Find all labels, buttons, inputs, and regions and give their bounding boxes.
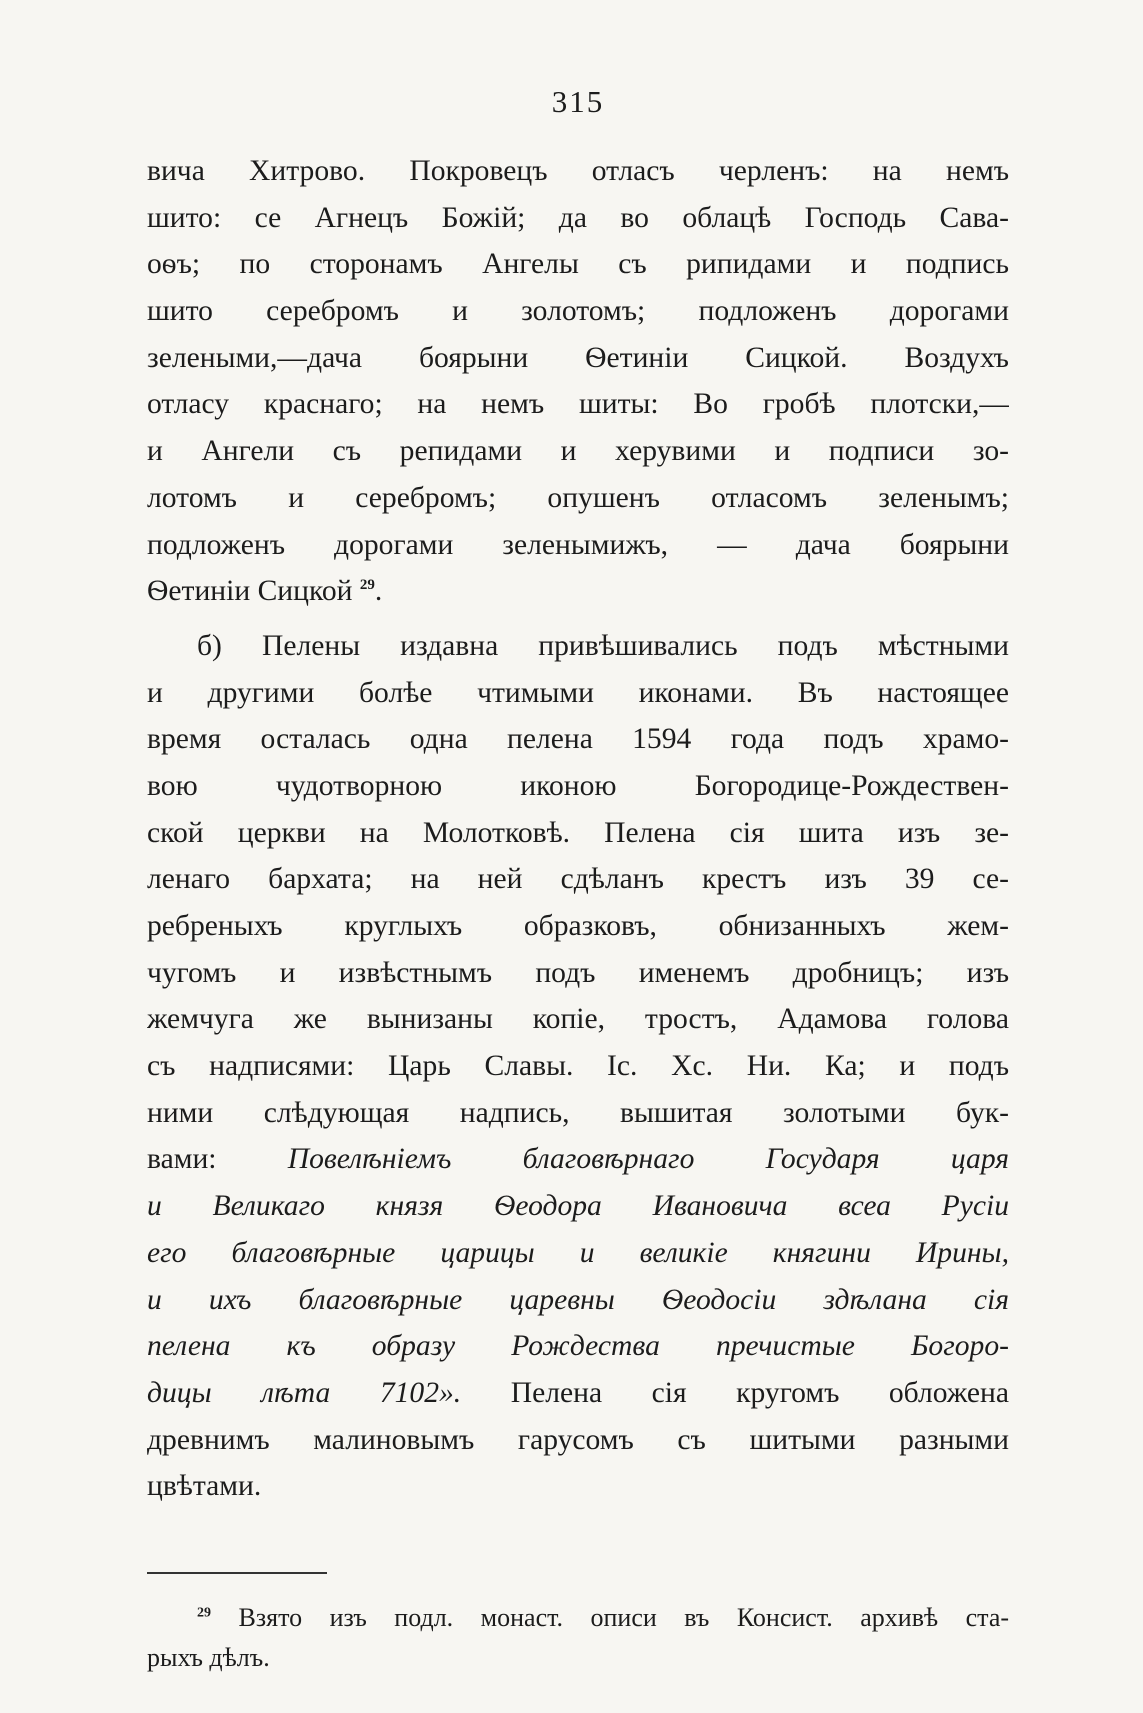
text-line: и Ангели съ репидами и херувими и подписи зо- xyxy=(147,435,1009,468)
text-line: Ѳетиніи Сицкой $^{29}$. xyxy=(147,575,383,608)
text-fragment: вами: xyxy=(147,1143,217,1176)
text-line: и другими болѣе чтимыми иконами. Въ настоящее xyxy=(147,676,1009,709)
text-line: отласу краснаго; на немъ шиты: Во гробѣ плотски,— xyxy=(147,388,1009,421)
text-line: ской церкви на Молотковѣ. Пелена сія шита изъ зе- xyxy=(147,816,1009,849)
text-line: ленаго бархата; на ней сдѣланъ крестъ изъ 39 се- xyxy=(147,863,1009,896)
text-line xyxy=(147,1183,1009,1230)
text-line: б) Пелены издавна привѣшивались подъ мѣстными xyxy=(197,629,1009,662)
text-line: время осталась одна пелена 1594 года подъ храмо- xyxy=(147,723,1009,756)
text-line xyxy=(147,1323,1009,1370)
footnote-line xyxy=(147,1598,1009,1638)
main-text xyxy=(147,148,1009,1510)
text-line: лотомъ и серебромъ; опушенъ отласомъ зеленымъ; xyxy=(147,481,1009,514)
text-line: древнимъ малиновымъ гарусомъ съ шитыми разными xyxy=(147,1423,1009,1456)
text-line xyxy=(147,1230,1009,1277)
text-line: оѳъ; по сторонамъ Ангелы съ рипидами и подпись xyxy=(147,248,1009,281)
footnote-line: рыхъ дѣлъ. xyxy=(147,1642,270,1672)
text-line: жемчуга же вынизаны копіе, тростъ, Адамова голова xyxy=(147,1003,1009,1036)
footnote-text: Взято изъ подл. монаст. описи въ Консист. архивѣ ста- xyxy=(238,1602,1009,1632)
footnote-divider xyxy=(147,1572,327,1574)
italic-text: дицы лѣта 7102». xyxy=(147,1376,462,1409)
paragraph-2 xyxy=(147,623,1009,1510)
text-line: ними слѣдующая надпись, вышитая золотыми бук- xyxy=(147,1096,1009,1129)
text-line: шито серебромъ и золотомъ; подложенъ дорогами xyxy=(147,295,1009,328)
footnote-mark: 29 xyxy=(197,1605,211,1621)
text-line: подложенъ дорогами зеленымижъ, — дача боярыни xyxy=(147,528,1009,561)
text-line: цвѣтами. xyxy=(147,1470,262,1503)
text-line: съ надписями: Царь Славы. Іс. Хс. Ни. Ка; и подъ xyxy=(147,1050,1009,1083)
italic-text: пелена къ образу Рождества пречистые Богоро- xyxy=(147,1330,1009,1363)
text-line: шито: се Агнецъ Божій; да во облацѣ Господь Сава- xyxy=(147,201,1009,234)
text-line: чугомъ и извѣстнымъ подъ именемъ дробницъ; изъ xyxy=(147,956,1009,989)
text-fragment: Ѳетиніи Сицкой xyxy=(147,575,353,608)
footnote xyxy=(147,1598,1009,1678)
text-line: зелеными,—дача боярыни Ѳетиніи Сицкой. Воздухъ xyxy=(147,341,1009,374)
text-line: вою чудотворною иконою Богородице-Рождествен- xyxy=(147,769,1009,802)
page-number: 315 xyxy=(551,84,605,119)
italic-text: Повелѣніемъ благовѣрнаго Государя царя xyxy=(287,1143,1009,1176)
text-line xyxy=(147,1370,1009,1417)
italic-text: и Великаго князя Ѳеодора Ивановича всеа Русіи xyxy=(147,1190,1009,1223)
footnote-reference: 29 xyxy=(359,577,375,594)
text-line: вича Хитрово. Покровецъ отласъ черленъ: на немъ xyxy=(147,155,1009,187)
text-line xyxy=(147,1277,1009,1324)
italic-text: его благовѣрные царицы и великіе княгини Ирины, xyxy=(147,1236,1009,1269)
text-line xyxy=(147,1136,1009,1183)
paragraph-1 xyxy=(147,148,1009,615)
text-fragment: Пелена сія кругомъ обложена xyxy=(510,1376,1009,1409)
text-line: ребреныхъ круглыхъ образковъ, обнизанныхъ жем- xyxy=(147,910,1009,942)
italic-text: и ихъ благовѣрные царевны Ѳеодосіи здѣлана сія xyxy=(147,1283,1009,1316)
